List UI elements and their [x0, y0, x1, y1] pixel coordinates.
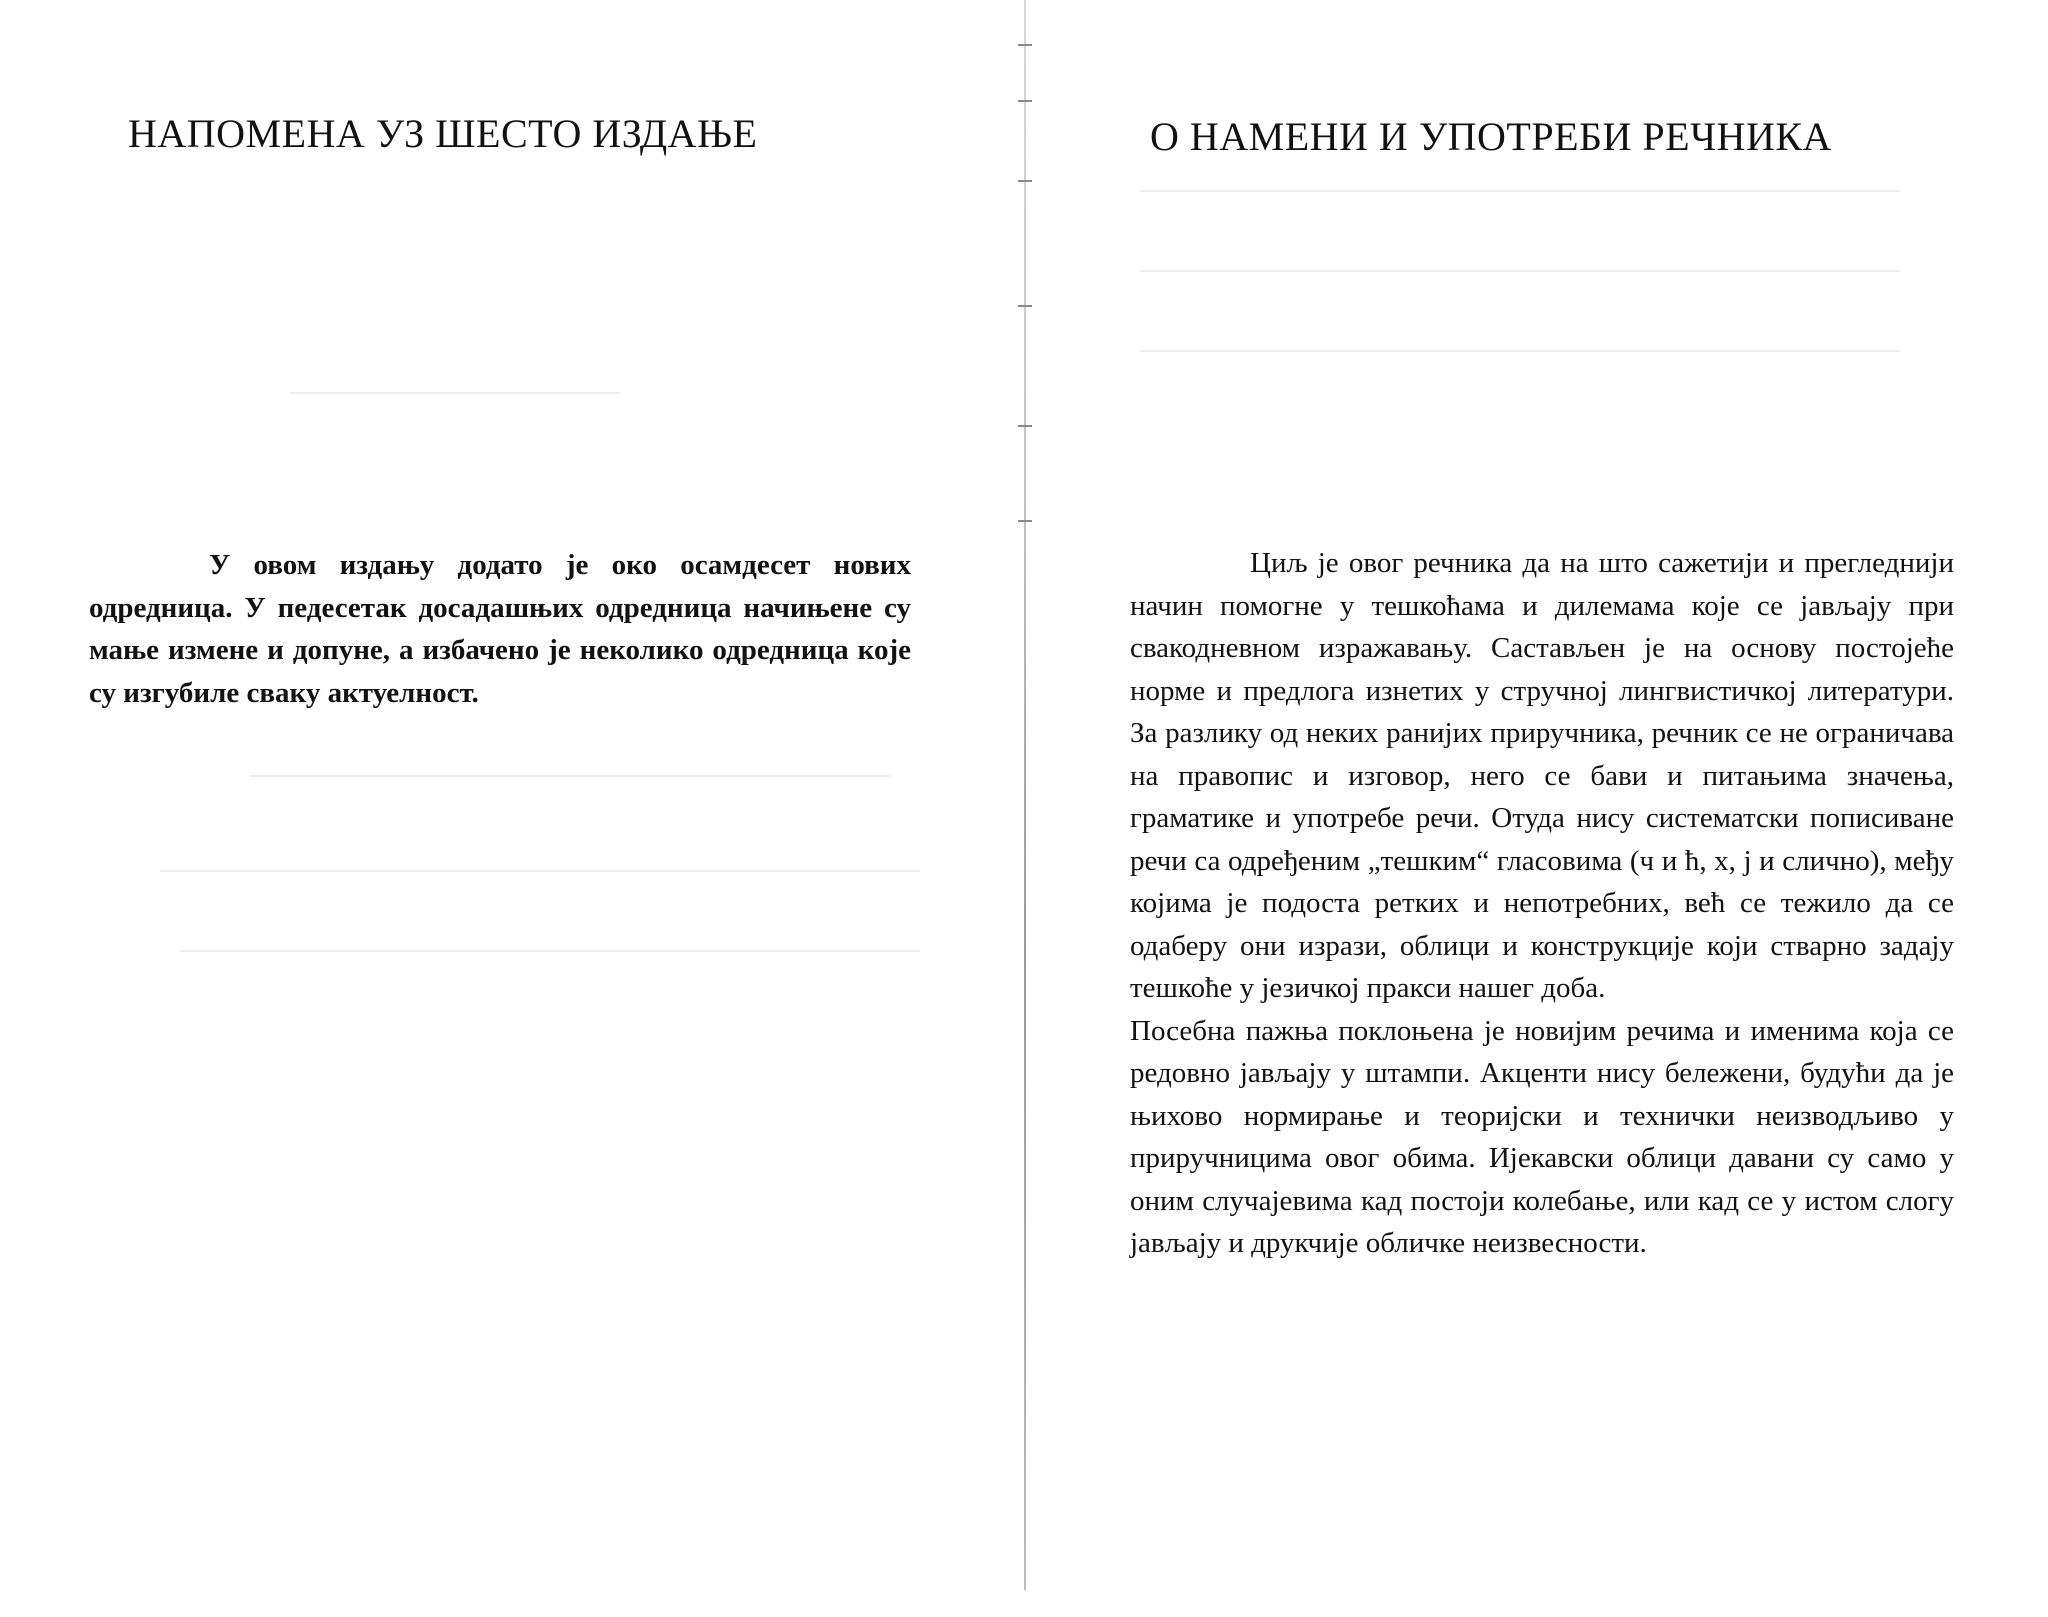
right-page-body — [1130, 542, 1954, 1265]
left-page-body — [89, 544, 911, 714]
book-gutter — [1024, 0, 1026, 1590]
left-page-paragraph: У овом издању додато је око осамдесет нових одредница. У педесетак досадашњих одредница начињене су мање измене и допуне, а избачено је неколико одредница које су изгубиле сваку актуелност. — [89, 549, 911, 709]
left-page — [0, 0, 1020, 1617]
right-page-paragraph-2: Посебна пажња поклоњена је новијим речима и именима која се редовно јављају у штампи. Акценти нису бележени, будући да је њихово нормирање и теоријски и технички неизводљиво у приручницима овог обима. Ијекавски облици давани су само у оним случајевима кад постоји колебање, или кад се у истом слогу јављају и друкчије обличке неизвесности. — [1130, 1014, 1954, 1259]
right-page-paragraph-1: Циљ је овог речника да на што сажетији и прегледнији начин помогне у тешкоћама и дилемама које се јављају при свакодневном изражавању. Састављен је на основу постојеће норме и предлога изнетих у стручној лингвистичкој литератури. За разлику од неких ранијих приручника, речник се не ограничава на правопис и изговор, него се бави и питањима значења, граматике и употребе речи. Отуда нису систематски пописиване речи са одређеним „тешким“ гласовима (ч и ћ, х, ј и слично), међу којима је подоста ретких и непотребних, већ се тежило да се одаберу они изрази, облици и конструкције који стварно задају тешкоће у језичкој пракси нашег доба. — [1130, 547, 1954, 1004]
right-page — [1030, 0, 2048, 1617]
left-page-title: НАПОМЕНА УЗ ШЕСТО ИЗДАЊЕ — [128, 111, 758, 156]
right-page-title: О НАМЕНИ И УПОТРЕБИ РЕЧНИКА — [1150, 114, 1832, 159]
